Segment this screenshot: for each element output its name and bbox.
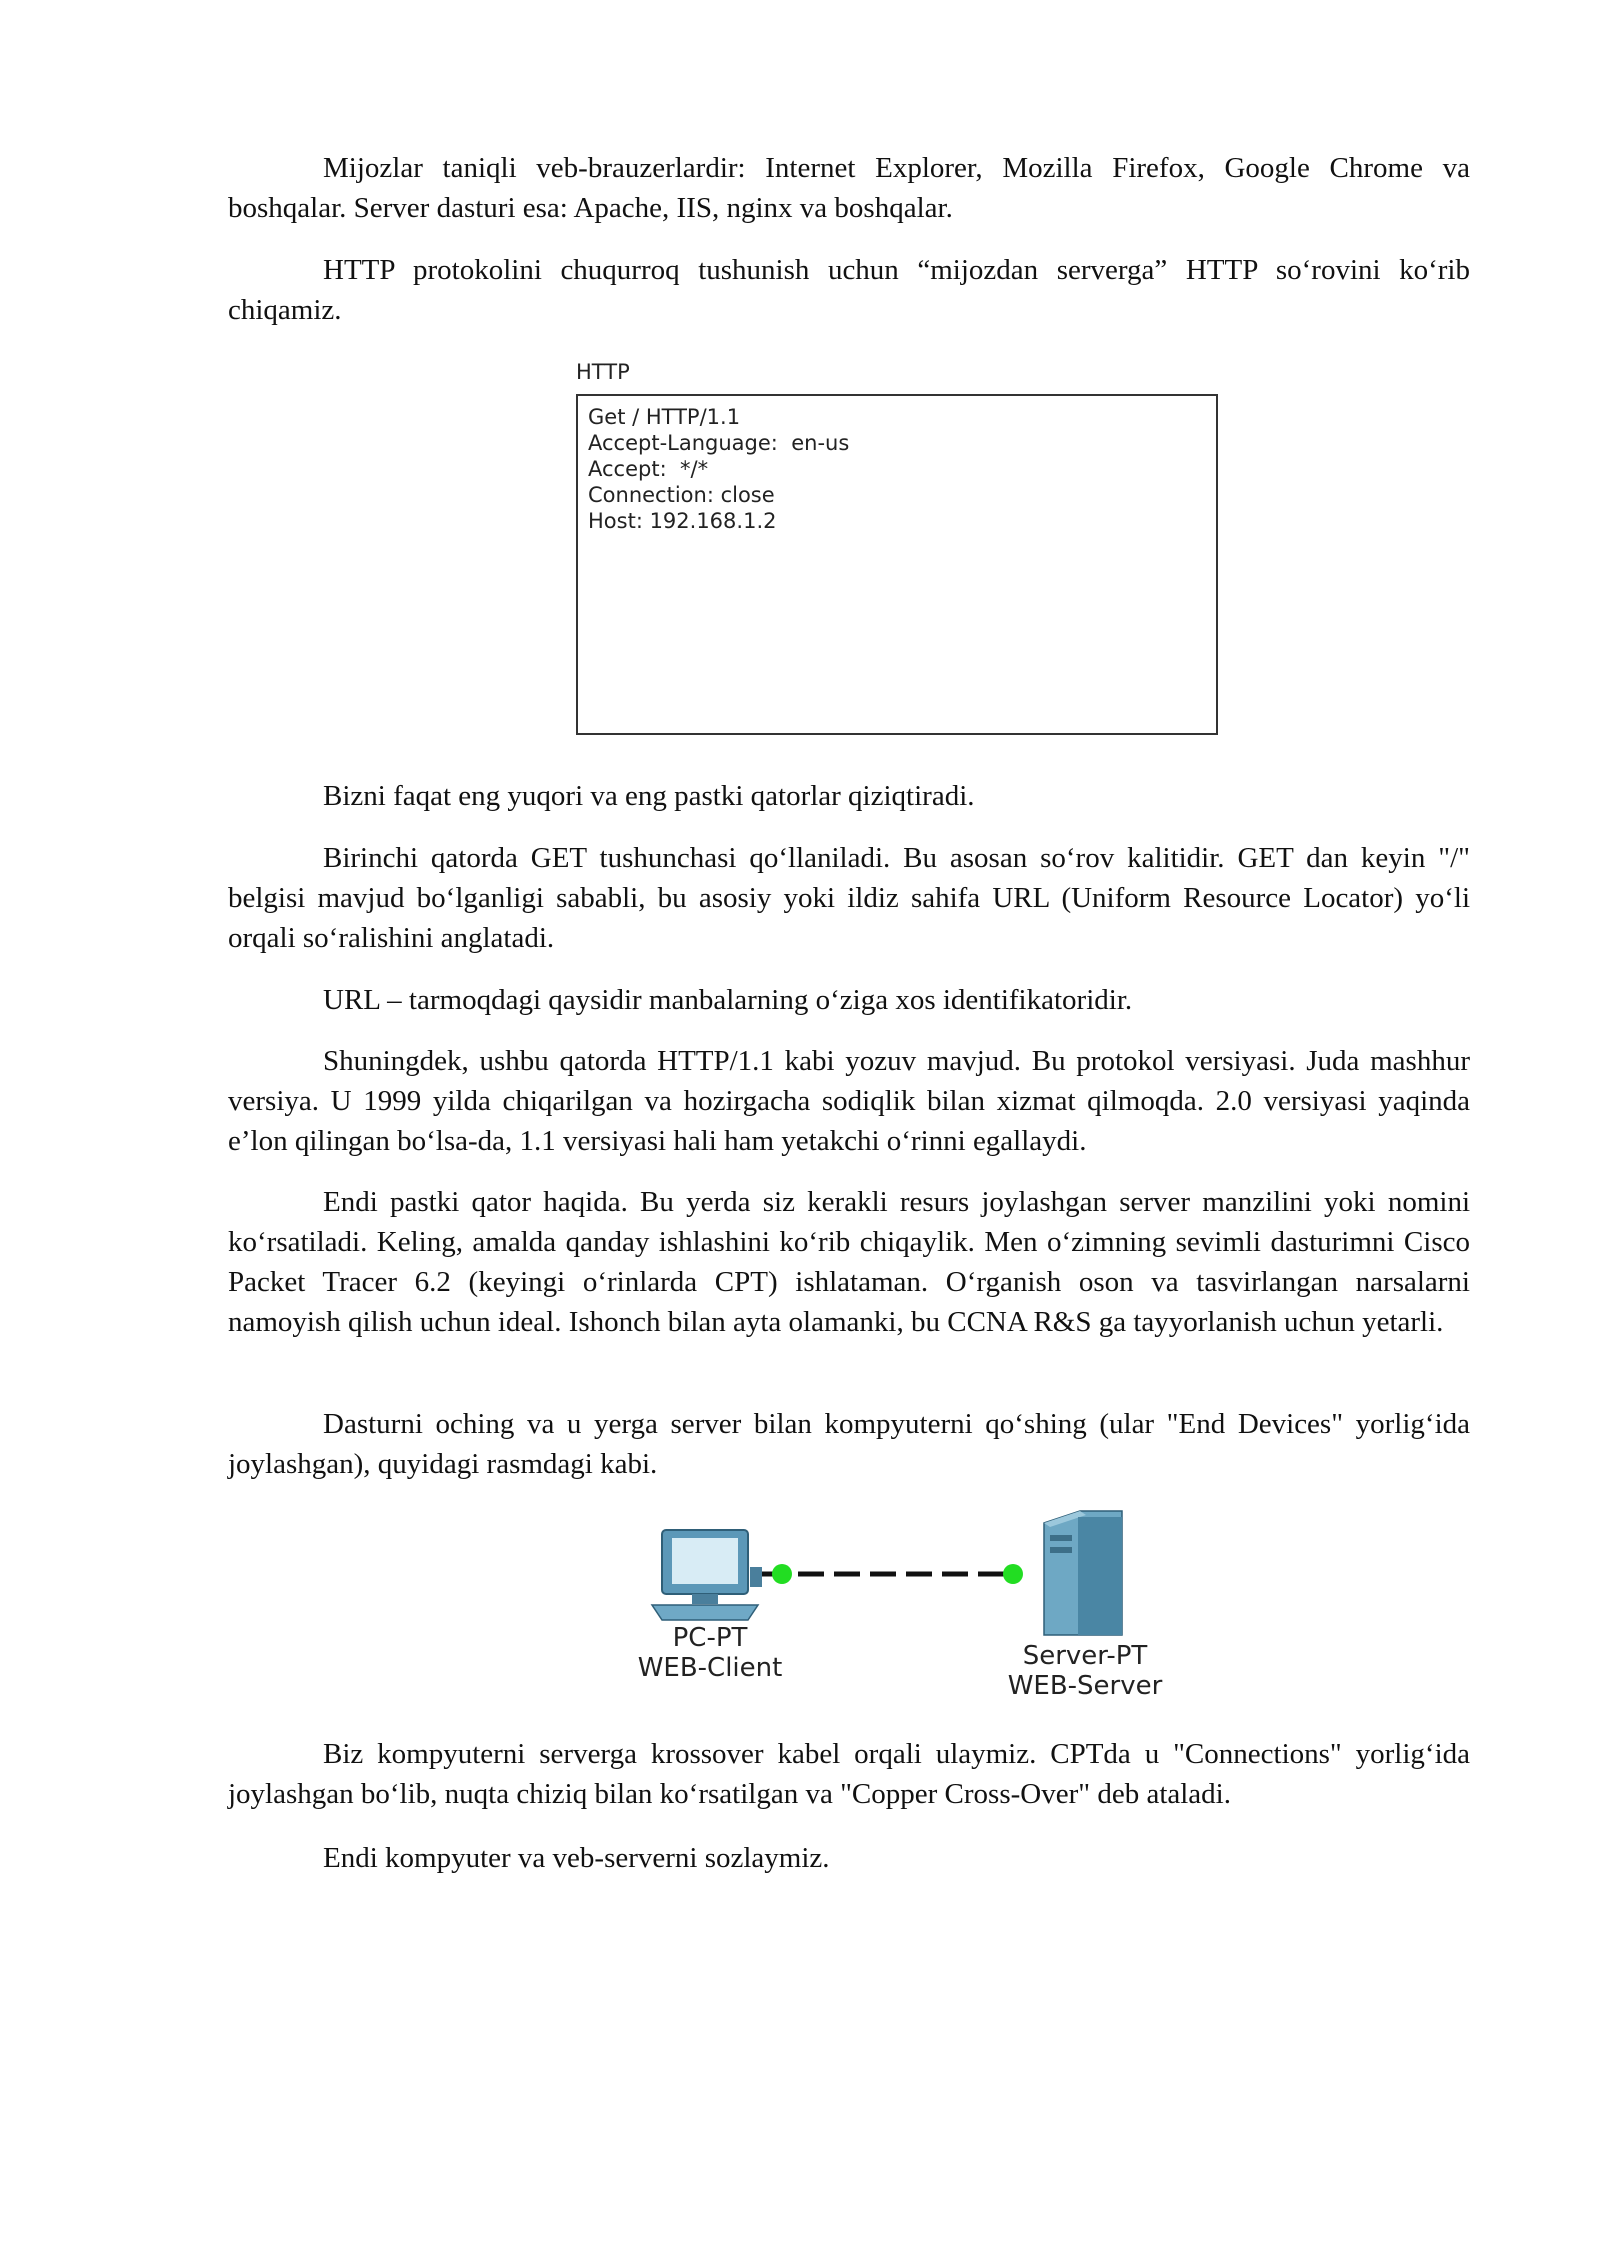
paragraph-http-version: Shuningdek, ushbu qatorda HTTP/1.1 kabi yozuv mavjud. Bu protokol versiyasi. Juda mashhur versiya. U 1999 yilda chiqarilgan va hozirgacha sodiqlik bilan xizmat qilmoqda. 2.0 versiyasi yaqinda e’lon qilingan bo‘lsa-da, 1.1 versiyasi hali ham yetakchi o‘rinni egallaydi. [228, 1045, 1470, 1157]
http-figure-label: HTTP [576, 360, 630, 384]
pc-type-label: PC-PT [672, 1623, 748, 1653]
http-line-host: Host: 192.168.1.2 [588, 509, 777, 533]
server-type-label: Server-PT [1022, 1641, 1148, 1671]
paragraph-http-intro: HTTP protokolini chuqurroq tushunish uchun “mijozdan serverga” HTTP so‘rovini ko‘rib chiqamiz. [228, 254, 1470, 326]
paragraph-get: Birinchi qatorda GET tushunchasi qo‘llaniladi. Bu asosan so‘rov kalitidir. GET dan keyin "/" belgisi mavjud bo‘lganligi sababli, bu asosiy yoki ildiz sahifa URL (Uniform Resource Locator) yo‘li orqali so‘ralishini anglatadi. [228, 842, 1470, 954]
paragraph-configure: Endi kompyuter va veb-serverni sozlaymiz. [323, 1842, 830, 1874]
pc-label [610, 1623, 810, 1683]
http-request-box [576, 394, 1218, 735]
pc-name-label: WEB-Client [637, 1653, 783, 1683]
server-name-label: WEB-Server [1007, 1671, 1163, 1701]
http-request-lines [588, 404, 849, 534]
http-line-request: Get / HTTP/1.1 [588, 405, 741, 429]
http-line-accept-language: Accept-Language: en-us [588, 431, 850, 455]
http-line-accept: Accept: */* [588, 457, 709, 481]
pc-icon [652, 1530, 762, 1620]
http-line-connection: Connection: close [588, 483, 775, 507]
pc-link-dot [772, 1564, 792, 1584]
paragraph-crossover: Biz kompyuterni serverga krossover kabel orqali ulaymiz. CPTda u "Connections" yorlig‘ida joylashgan bo‘lib, nuqta chiziq bilan ko‘rsatilgan va "Copper Cross-Over" deb ataladi. [228, 1738, 1470, 1810]
paragraph-host-line: Endi pastki qator haqida. Bu yerda siz kerakli resurs joylashgan server manzilini yoki nomini ko‘rsatiladi. Keling, amalda qanday ishlashini ko‘rib chiqaylik. Men o‘zimning sevimli dasturimni Cisco Packet Tracer 6.2 (keyingi o‘rinlarda CPT) ishlataman. O‘rganish oson va tasvirlangan narsalarni namoyish qilish uchun ideal. Ishonch bilan ayta olamanki, bu CCNA R&S ga tayyorlanish uchun yetarli. [228, 1186, 1470, 1338]
paragraph-url: URL – tarmoqdagi qaysidir manbalarning o‘ziga xos identifikatoridir. [323, 984, 1133, 1016]
network-diagram [600, 1505, 1200, 1725]
server-icon [1044, 1511, 1122, 1635]
paragraph-open-program: Dasturni oching va u yerga server bilan kompyuterni qo‘shing (ular "End Devices" yorlig‘ida joylashgan), quyidagi rasmdagi kabi. [228, 1408, 1470, 1480]
paragraph-top-bottom-lines: Bizni faqat eng yuqori va eng pastki qatorlar qiziqtiradi. [323, 780, 975, 812]
paragraph-clients: Mijozlar taniqli veb-brauzerlardir: Internet Explorer, Mozilla Firefox, Google Chrome va boshqalar. Server dasturi esa: Apache, IIS, nginx va boshqalar. [228, 152, 1470, 224]
server-label [985, 1641, 1185, 1701]
server-link-dot [1003, 1564, 1023, 1584]
